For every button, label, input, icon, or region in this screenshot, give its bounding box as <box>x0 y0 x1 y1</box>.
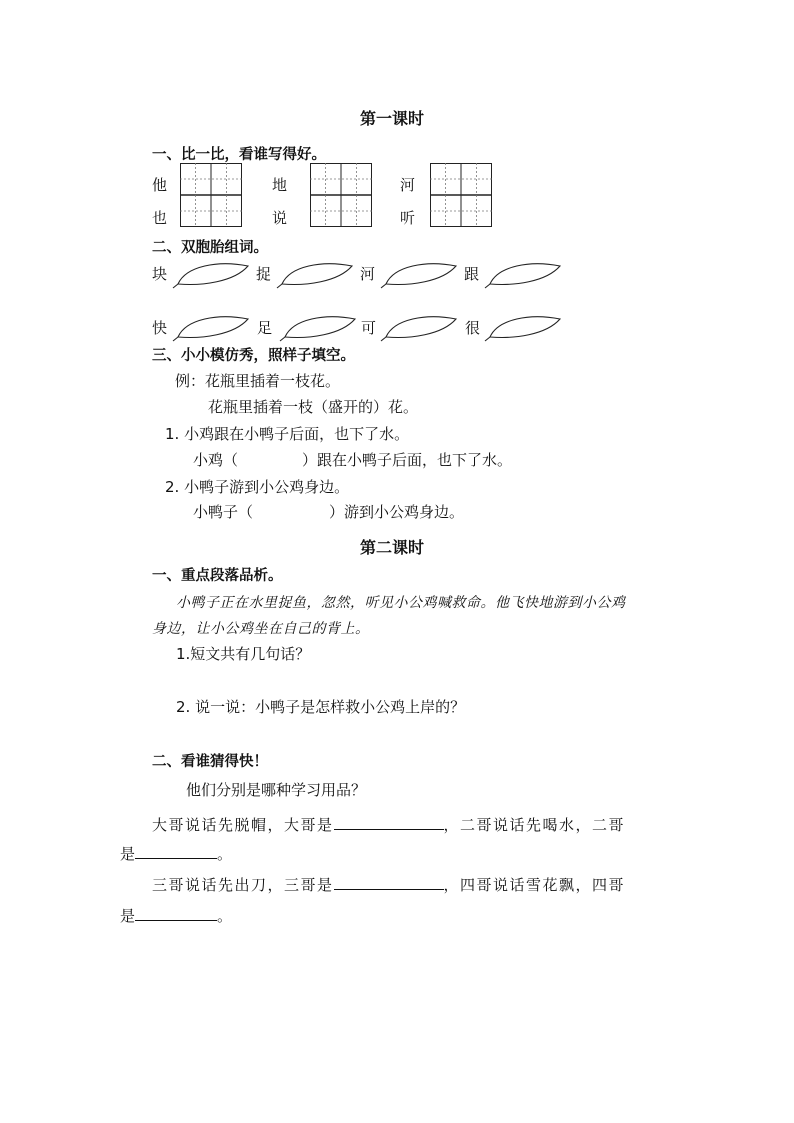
leaf-answer-7[interactable] <box>380 313 460 341</box>
writing-grid-2[interactable] <box>310 163 372 227</box>
example-answer: 花瓶里插着一枝（盛开的）花。 <box>208 398 419 416</box>
twin-char-kuai-2: 快 <box>152 319 168 337</box>
item-2-fill-end: ）游到小公鸡身边。 <box>329 503 465 521</box>
passage-line-2: 身边，让小公鸡坐在自己的背上。 <box>152 621 370 637</box>
char-shuo: 说 <box>272 209 288 227</box>
leaf-answer-5[interactable] <box>172 313 252 341</box>
writing-grid-3[interactable] <box>430 163 492 227</box>
section-heading-passage: 一、重点段落品析。 <box>152 568 283 584</box>
twin-char-hen: 很 <box>465 319 481 337</box>
leaf-answer-3[interactable] <box>380 260 460 288</box>
twin-char-he: 河 <box>360 265 376 283</box>
riddle-2-answer-blank[interactable] <box>135 844 217 859</box>
item-2-fill-start: 小鸭子（ <box>193 503 254 521</box>
writing-grid-1[interactable] <box>180 163 242 227</box>
item-1-sentence: 1. 小鸡跟在小鸭子后面，也下了水。 <box>165 425 410 443</box>
char-ta: 他 <box>152 176 168 194</box>
char-di: 地 <box>272 176 288 194</box>
item-1-answer-input[interactable] <box>238 446 302 468</box>
twin-char-gen: 跟 <box>464 265 480 283</box>
twin-char-kuai-1: 块 <box>152 265 168 283</box>
twin-char-ke: 可 <box>361 319 377 337</box>
passage-question-1: 1.短文共有几句话？ <box>176 645 311 663</box>
leaf-answer-2[interactable] <box>276 260 356 288</box>
leaf-answer-8[interactable] <box>484 313 564 341</box>
riddle-line-3 <box>152 874 625 895</box>
riddle-4-text: ，四哥说话雪花飘，四哥 <box>443 876 626 894</box>
riddle-4-text-end: 。 <box>217 907 233 925</box>
section-heading-imitate: 三、小小模仿秀，照样子填空。 <box>152 348 355 364</box>
section-heading-compare: 一、比一比，看谁写得好。 <box>152 147 326 163</box>
item-2-sentence: 2. 小鸭子游到小公鸡身边。 <box>165 478 350 496</box>
char-ting: 听 <box>400 209 416 227</box>
item-1-fill-end: ）跟在小鸭子后面，也下了水。 <box>302 451 513 469</box>
riddle-line-1 <box>152 814 625 835</box>
leaf-answer-6[interactable] <box>279 313 359 341</box>
example-sentence: 例：花瓶里插着一枝花。 <box>175 372 341 390</box>
section-heading-twins: 二、双胞胎组词。 <box>152 240 268 256</box>
riddle-3-answer-blank[interactable] <box>334 875 444 890</box>
passage-question-2: 2. 说一说：小鸭子是怎样救小公鸡上岸的？ <box>176 698 466 716</box>
riddle-2-text-end: 。 <box>217 845 233 863</box>
riddle-1-text: 大哥说话先脱帽，大哥是 <box>152 816 334 834</box>
leaf-answer-4[interactable] <box>484 260 564 288</box>
riddle-2-text: ，二哥说话先喝水，二哥 <box>443 816 626 834</box>
riddle-prompt: 他们分别是哪种学习用品？ <box>186 781 367 799</box>
riddle-1-answer-blank[interactable] <box>334 815 444 830</box>
section-heading-riddles: 二、看谁猜得快！ <box>152 754 268 770</box>
riddle-4-text-start: 是 <box>120 907 136 925</box>
char-ye: 也 <box>152 209 168 227</box>
riddle-line-2 <box>120 843 232 864</box>
riddle-4-answer-blank[interactable] <box>135 906 217 921</box>
item-1-fill-start: 小鸡（ <box>193 451 239 469</box>
twin-char-zu: 足 <box>257 319 273 337</box>
riddle-3-text: 三哥说话先出刀，三哥是 <box>152 876 334 894</box>
riddle-line-4 <box>120 905 232 926</box>
passage-line-1: 小鸭子正在水里捉鱼，忽然，听见小公鸡喊救命。他飞快地游到小公鸡 <box>176 595 626 611</box>
riddle-2-text-start: 是 <box>120 845 136 863</box>
lesson1-title: 第一课时 <box>360 109 425 128</box>
lesson2-title: 第二课时 <box>360 538 425 557</box>
char-he: 河 <box>400 176 416 194</box>
leaf-answer-1[interactable] <box>172 260 252 288</box>
item-2-answer-input[interactable] <box>253 498 329 520</box>
twin-char-zhuo: 捉 <box>256 265 272 283</box>
